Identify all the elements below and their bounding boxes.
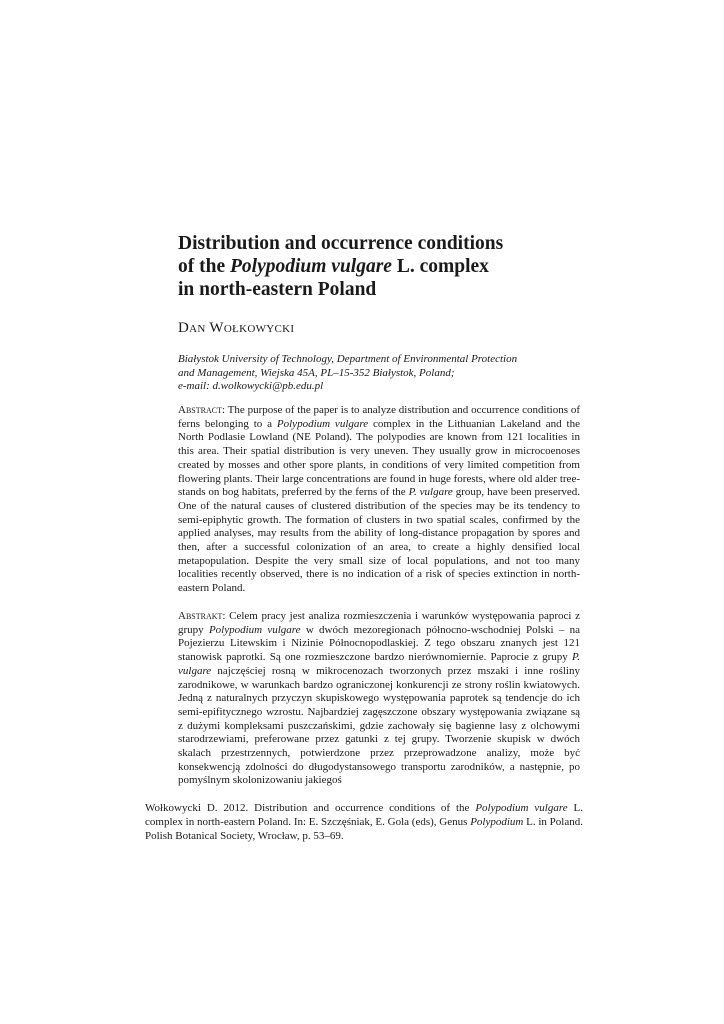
abstract-text-1: : The purpose of the paper is to analyze distribution and occurrence conditions of ferns belonging to a (178, 404, 580, 430)
author-name: Dan Wołkowycki (178, 320, 295, 336)
author-affiliation (178, 353, 598, 394)
abstrakt-text-2: w dwóch mezoregionach północno-wschodniej Polski – na Pojezierzu Litewskim i Nizinie Północnopodlaskiej. Z tego obszaru znanych jest 121 stanowisk paprotki. Są one rozmieszczone bardzo nierównomiernie. Paprocie z grupy (178, 623, 580, 664)
abstrakt-text-1: : Celem pracy jest analiza rozmieszczenia i warunków występowania paproci z grupy (178, 610, 580, 636)
title-line-2-suffix: L. complex (391, 256, 489, 277)
title-line-3: in north-eastern Poland (178, 279, 377, 300)
abstract-species-2: P. vulgare (408, 486, 453, 499)
affiliation-line-2: and Management, Wiejska 45A, PL–15-352 Białystok, Poland; (178, 366, 455, 379)
citation-text-2: L. complex in north-eastern Poland. In: E. Szczęśniak, E. Gola (eds), Genus (145, 802, 583, 828)
citation-text-1: Wołkowycki D. 2012. Distribution and occurrence conditions of the (145, 802, 476, 814)
abstrakt-label: Abstrakt (178, 610, 223, 622)
title-species-name: Polypodium vulgare (230, 256, 392, 277)
abstract-species-1: Polypodium vulgare (276, 417, 369, 430)
abstract-text-3: group, have been preserved. One of the natural causes of clustered distribution of the species may be its tendency to semi-epiphytic growth. The formation of clusters in two spatial scales, confirmed by the applied analyses, may results from the ability of long-distance propagation by spores and then, after a successful colonization of an area, to create a highly densified local metapopulation. Despite the very small size of local populations, and not too many localities recently observed, there is no indication of a risk of species extinction in north-eastern Poland. (178, 486, 581, 595)
title-line-1: Distribution and occurrence conditions (178, 233, 504, 254)
abstract-text-2: complex in the Lithuanian Lakeland and the North Podlasie Lowland (NE Poland). The polypodies are known from 121 localities in this area. Their spatial distribution is very uneven. They usually grow in microcoenoses created by mosses and other spore plants, in conditions of very limited competition from flowering plants. Their large concentrations are found in huge forests, where old alder tree-stands on bog habitats, preferred by the ferns of the (178, 417, 580, 499)
abstract-label: Abstract (178, 404, 222, 416)
abstrakt-species-2: P. vulgare (178, 651, 580, 677)
affiliation-email: e-mail: d.wolkowycki@pb.edu.pl (178, 380, 324, 392)
citation-text-3: L. in Poland. Polish Botanical Society, Wrocław, p. 53–69. (145, 815, 583, 842)
abstract-polish (178, 610, 580, 788)
title-line-2-prefix: of the (178, 256, 230, 277)
title-line-2 (178, 255, 618, 278)
abstrakt-text-3: najczęściej rosną w mikrocenozach tworzonych przez mszaki i inne rośliny zarodnikowe, w warunkach bardzo ograniczonej konkurencji ze strony roślin kwiatowych. Jedną z naturalnych przyczyn skupiskowego występowania paprotek są tendencje do ich semi-epifitycznego wzrostu. Najbardziej zagęszczone obszary występowania związane są z dużymi kompleksami puszczańskimi, gdzie zachowały się bagienne lasy z olchowymi starodrzewiami, preferowane przez gatunki z tej grupy. Tworzenie skupisk w dwóch skalach przestrzennych, potwierdzone przez przeprowadzone analizy, może być konsekwencją zdolności do długodystansowego transportu zarodników, a następnie, po pomyślnym skolonizowaniu jakiegoś (178, 664, 580, 787)
abstract-english (178, 404, 580, 596)
abstrakt-species-1: Polypodium vulgare (208, 623, 301, 636)
citation-footer (145, 802, 583, 843)
citation-genus: Polypodium (470, 815, 524, 828)
paper-title (178, 232, 618, 301)
citation-species-1: Polypodium vulgare (475, 802, 568, 814)
affiliation-line-1: Białystok University of Technology, Department of Environmental Protection (178, 353, 518, 365)
